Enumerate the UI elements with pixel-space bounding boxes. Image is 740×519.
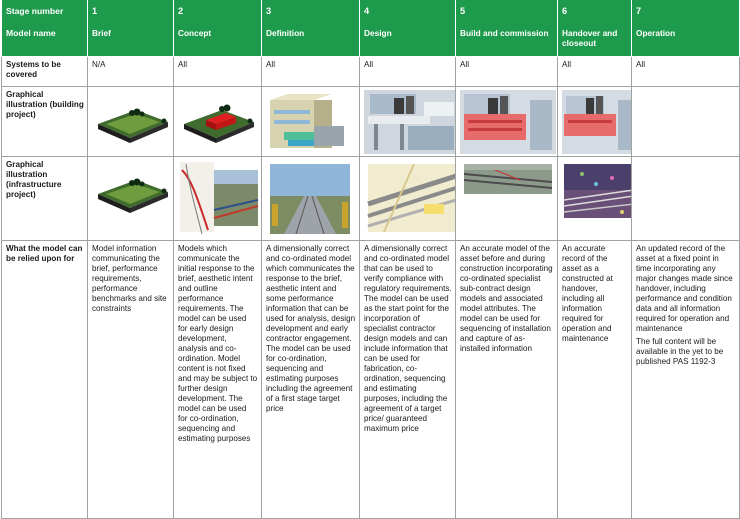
design-model-illustration <box>364 90 456 154</box>
reliance-text: Model information communicating the brief, performance requirements, performance benchmarks and site constraints <box>88 240 174 518</box>
infrastructure-image-1 <box>88 156 174 240</box>
stage-number: 5 <box>460 6 466 16</box>
stage-number: 3 <box>266 6 272 16</box>
handover-model-illustration <box>562 90 632 154</box>
stage-name: Concept <box>178 28 212 38</box>
rail-construction-illustration <box>460 160 556 238</box>
reliance-label: What the model can be relied upon for <box>2 240 88 518</box>
stage-number: 2 <box>178 6 184 16</box>
building-image-4 <box>360 86 456 156</box>
reliance-text: An accurate model of the asset before and during construction incorporating co-ordinated specialist sub-contract design models and associated model attributes. The model can be used for sequencing of installation and capture of as-installed information <box>456 240 558 518</box>
systems-value: All <box>174 56 262 86</box>
reliance-text: An accurate record of the asset as a constructed at handover, including all information required for operation and maintenance <box>558 240 632 518</box>
building-illustration-row <box>2 86 740 156</box>
systems-value: N/A <box>88 56 174 86</box>
building-image-1 <box>88 86 174 156</box>
building-illustration-label: Graphical illustration (building project) <box>2 86 88 156</box>
stage-number: 4 <box>364 6 370 16</box>
systems-value: All <box>558 56 632 86</box>
header-row <box>2 0 740 56</box>
infrastructure-illustration-label: Graphical illustration (infrastructure project) <box>2 156 88 240</box>
model-stages-table <box>1 0 740 519</box>
rail-definition-illustration <box>266 160 354 238</box>
building-image-6 <box>558 86 632 156</box>
definition-model-illustration <box>266 90 354 154</box>
reliance-text: An updated record of the asset at a fixed point in time incorporating any major changes made since handover, including performance and condition data and all information required for operation and maintenance <box>636 243 733 333</box>
stage-number: 7 <box>636 6 642 16</box>
stage-4-header <box>360 0 456 56</box>
stage-name: Build and commission <box>460 28 549 38</box>
infrastructure-image-3 <box>262 156 360 240</box>
systems-value: All <box>456 56 558 86</box>
reliance-cell-stage-7 <box>632 240 740 518</box>
infrastructure-image-6 <box>558 156 632 240</box>
reliance-text: A dimensionally correct and co-ordinated model which communicates the response to the brief, aesthetic intent and some performance information that can be used for analysis, design development and early contractor engagement. The model can be used for co-ordination, sequencing and estimating purposes including the agreement of a first stage target price <box>262 240 360 518</box>
stage-2-header <box>174 0 262 56</box>
construction-model-illustration <box>460 90 556 154</box>
infrastructure-image-2 <box>174 156 262 240</box>
header-label-cell <box>2 0 88 56</box>
route-concept-illustration <box>178 160 262 238</box>
rail-handover-illustration <box>562 160 632 238</box>
reliance-note: The full content will be available in the yet to be published PAS 1192-3 <box>636 336 724 367</box>
infrastructure-image-5 <box>456 156 558 240</box>
systems-row <box>2 56 740 86</box>
terrain-model-illustration <box>92 90 174 154</box>
massing-model-illustration <box>178 90 262 154</box>
building-image-3 <box>262 86 360 156</box>
infrastructure-image-4 <box>360 156 456 240</box>
stage-number-label: Stage number <box>6 6 64 16</box>
systems-value: All <box>360 56 456 86</box>
systems-value: All <box>262 56 360 86</box>
systems-label: Systems to be covered <box>2 56 88 86</box>
stage-name: Definition <box>266 28 305 38</box>
building-image-7-empty <box>632 86 740 156</box>
stage-name: Handover and closeout <box>562 28 618 48</box>
stage-5-header <box>456 0 558 56</box>
systems-value: All <box>632 56 740 86</box>
stage-name: Design <box>364 28 392 38</box>
stage-number: 6 <box>562 6 568 16</box>
stage-3-header <box>262 0 360 56</box>
stage-1-header <box>88 0 174 56</box>
stage-name: Brief <box>92 28 111 38</box>
reliance-text: A dimensionally correct and co-ordinated model that can be used to verify compliance with regulatory requirements. The model can be used as the start point for the incorporation of specialist contractor design models and can include information that can be used for fabrication, co-ordination, sequencing and estimating purposes, including the agreement of a target price/ guaranteed maximum price <box>360 240 456 518</box>
model-name-label: Model name <box>6 28 56 38</box>
stage-number: 1 <box>92 6 98 16</box>
terrain-model-illustration <box>92 160 174 238</box>
rail-design-illustration <box>364 160 456 238</box>
building-image-5 <box>456 86 558 156</box>
stage-7-header <box>632 0 740 56</box>
infrastructure-illustration-row <box>2 156 740 240</box>
stage-6-header <box>558 0 632 56</box>
stage-name: Operation <box>636 28 676 38</box>
infrastructure-image-7-empty <box>632 156 740 240</box>
reliance-row <box>2 240 740 518</box>
building-image-2 <box>174 86 262 156</box>
reliance-text: Models which communicate the initial response to the brief, aesthetic intent and outline performance requirements. The model can be used for early design development, analysis and co-ordination. Model content is not fixed and may be subject to further design development. The model can be used for co-ordination, sequencing and estimating purposes <box>174 240 262 518</box>
